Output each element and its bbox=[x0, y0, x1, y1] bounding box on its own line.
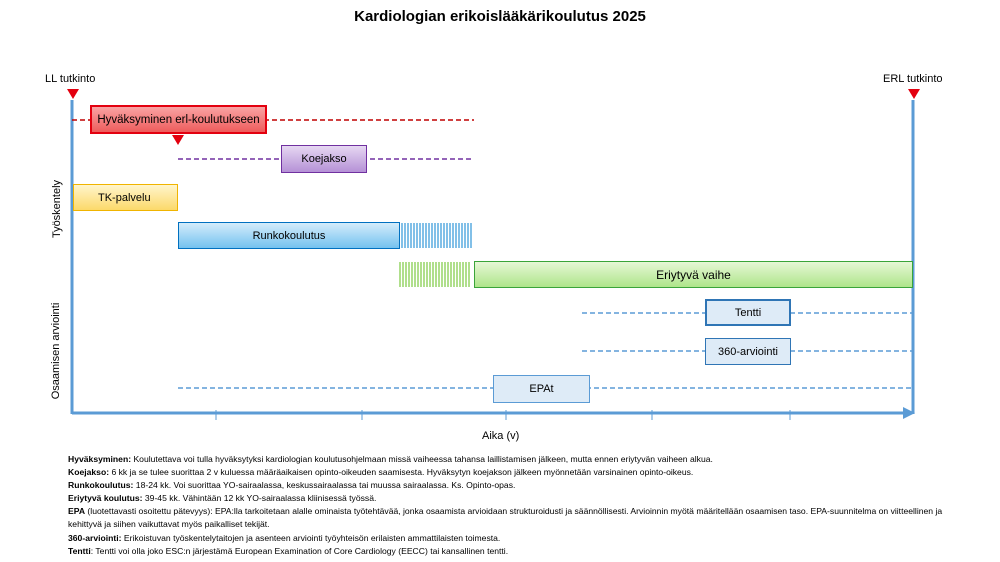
note-text: 18-24 kk. Voi suorittaa YO-sairaalassa, keskussairaalassa tai muussa sairaalassa. Ks. Opinto-opas. bbox=[133, 480, 516, 491]
notes-section bbox=[68, 453, 968, 558]
note-item bbox=[68, 479, 968, 492]
box-360: 360-arviointi bbox=[705, 338, 791, 365]
note-text: 39-45 kk. Vähintään 12 kk YO-sairaalassa kliinisessä työssä. bbox=[142, 493, 377, 504]
start-marker-label: LL tutkinto bbox=[45, 73, 96, 85]
x-axis-label: Aika (v) bbox=[482, 430, 520, 442]
diagram-title: Kardiologian erikoislääkärikoulutus 2025 bbox=[354, 8, 646, 25]
note-term: EPA bbox=[68, 506, 86, 517]
acceptance-marker-icon bbox=[172, 135, 184, 145]
note-item bbox=[68, 532, 968, 545]
note-text: 6 kk ja se tulee suorittaa 2 v kuluessa määräaikaisen opinto-oikeuden saamisesta. Hyväksytyn koejakson jälkeen myönnetään varsinainen opinto-oikeus. bbox=[109, 467, 694, 478]
box-exam: Tentti bbox=[705, 299, 791, 326]
box-specialization: Eriytyvä vaihe bbox=[474, 261, 913, 288]
note-term: Eriytyvä koulutus: bbox=[68, 493, 143, 504]
note-term: Koejakso: bbox=[68, 467, 110, 478]
end-marker-label: ERL tutkinto bbox=[883, 73, 943, 85]
note-item bbox=[68, 545, 968, 558]
note-item bbox=[68, 453, 968, 466]
box-epa: EPAt bbox=[493, 375, 590, 403]
note-text: Koulutettava voi tulla hyväksytyksi kardiologian koulutusohjelmaan missä vaiheessa tahansa laillistamisen jälkeen, mutta ennen eriytyvän vaiheen alkua. bbox=[131, 454, 713, 464]
box-acceptance: Hyväksyminen erl-koulutukseen bbox=[90, 105, 267, 134]
row-label-assessment: Osaamisen arviointi bbox=[50, 302, 62, 400]
note-term: Hyväksyminen: bbox=[68, 454, 132, 464]
note-term: 360-arviointi: bbox=[68, 532, 122, 543]
note-item bbox=[68, 466, 968, 479]
note-text: Erikoistuvan työskentelytaitojen ja asenteen arviointi työyhteisön erilaisten ammattilaisten toimesta. bbox=[121, 532, 501, 543]
note-term: Runkokoulutus: bbox=[68, 480, 134, 491]
note-text: (luotettavasti osoitettu pätevyys): EPA:lla tarkoitetaan alalle ominaista työtehtävää, jonka osaamista arvioidaan strukturoidusti ja säännöllisesti. Arvioinnin myötä määritellään osaamisen taso. EPA-suunnitelma on viitteellinen ja kehittyvä ja siihen vaikuttavat myös paikalliset tekijät. bbox=[68, 506, 943, 530]
note-term: Tentti bbox=[68, 545, 91, 556]
note-item bbox=[68, 492, 968, 505]
row-label-work: Työskentely bbox=[51, 179, 63, 239]
box-core: Runkokoulutus bbox=[178, 222, 400, 249]
box-tk: TK-palvelu bbox=[73, 184, 178, 211]
note-item bbox=[68, 505, 968, 531]
box-trial: Koejakso bbox=[281, 145, 367, 173]
note-text: : Tentti voi olla joko ESC:n järjestämä European Examination of Core Cardiology (EECC) tai kansallinen tentti. bbox=[90, 545, 509, 556]
